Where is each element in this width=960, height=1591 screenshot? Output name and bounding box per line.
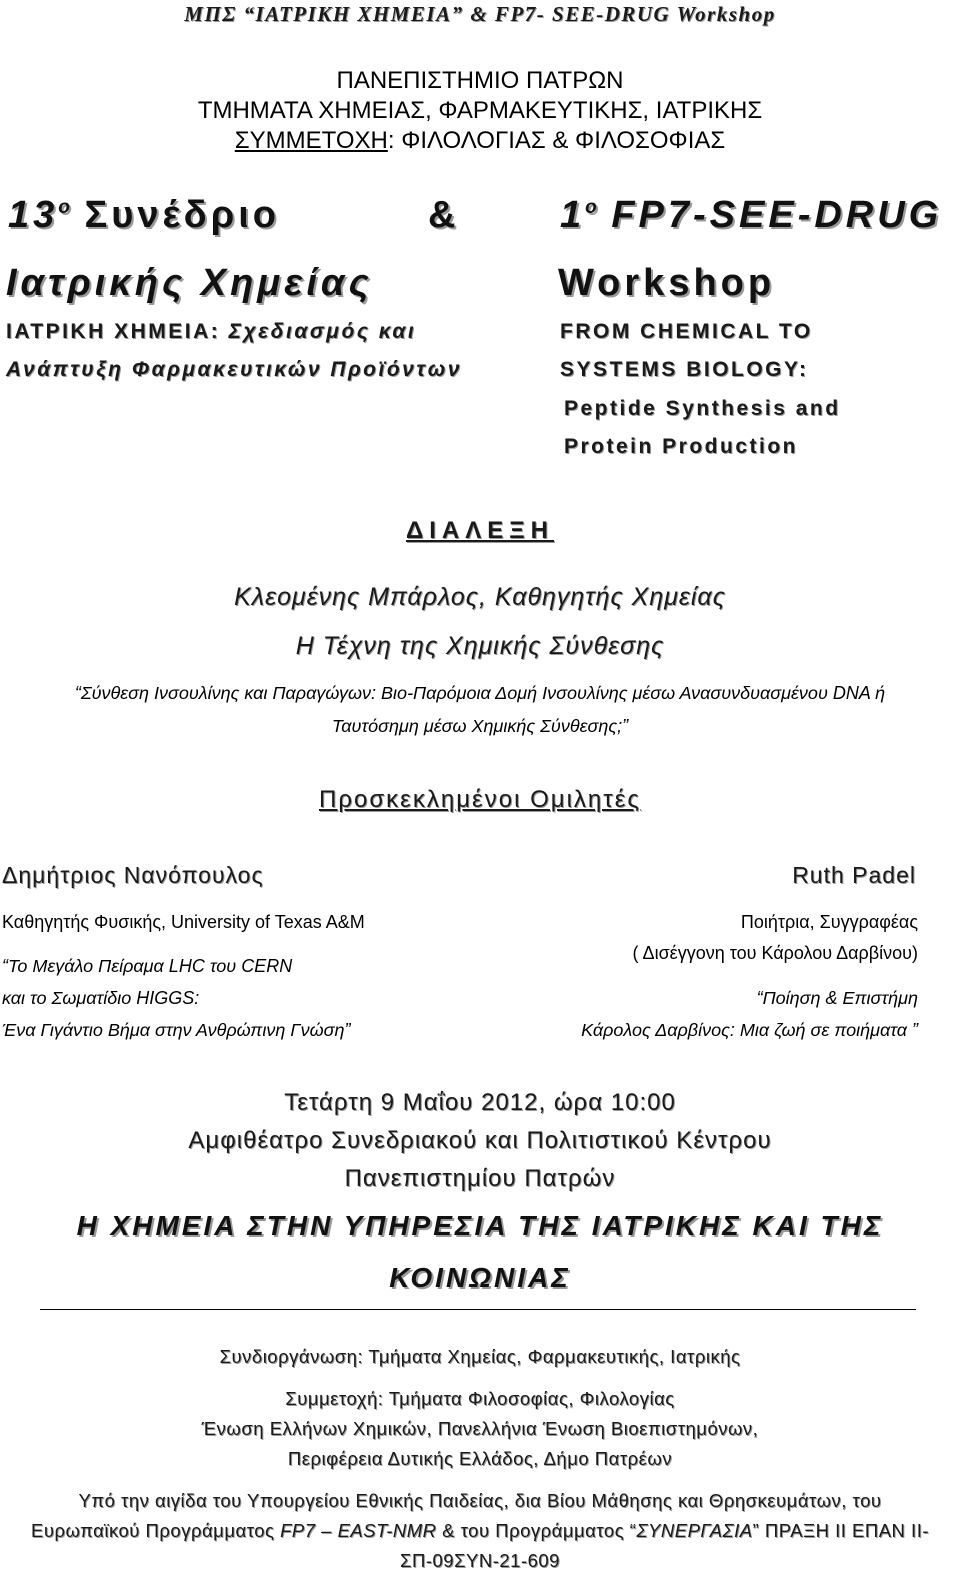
event-venue-line2: Πανεπιστημίου Πατρών — [344, 1165, 616, 1192]
footer-line3: ΣΠ-09ΣΥΝ-21-609 — [400, 1550, 560, 1571]
congress-title — [8, 194, 280, 237]
speaker-left-talk-line1: “Το Μεγάλο Πείραμα LHC του CERN — [2, 956, 293, 976]
workshop-sub2: SYSTEMS BIOLOGY: — [560, 358, 809, 381]
speaker-right-talk — [581, 982, 918, 1046]
participation-line — [0, 126, 960, 156]
speaker-left-talk-line2: και το Σωματίδιο HIGGS: — [2, 988, 200, 1008]
lecture-heading: ΔΙΑΛΕΞΗ — [405, 517, 555, 544]
footer-program-synergasia: ΣΥΝΕΡΓΑΣΙΑ — [636, 1520, 753, 1541]
speaker-left-talk-line3: Ένα Γιγάντιο Βήμα στην Ανθρώπινη Γνώση” — [2, 1020, 351, 1040]
speaker-right-role: Ποιήτρια, Συγγραφέας — [740, 912, 918, 932]
unions: Ένωση Ελλήνων Χημικών, Πανελλήνια Ένωση Βιοεπιστημόνων, — [201, 1418, 759, 1439]
congress-subject: Ιατρικής Χημείας — [6, 262, 373, 304]
speaker-left-talk — [2, 950, 351, 1046]
divider — [40, 1309, 916, 1310]
congress-theme-line2: Ανάπτυξη Φαρμακευτικών Προϊόντων — [6, 358, 462, 381]
congress-theme-italic: Σχεδιασμός και — [228, 320, 417, 343]
lecture-topic-line1: “Σύνθεση Ινσουλίνης και Παραγώγων: Βιο-Παρόμοια Δομή Ινσουλίνης μέσω Ανασυνδυασμένου DNA ή — [74, 683, 886, 703]
speaker-left-role: Καθηγητής Φυσικής, University of Texas A&M — [2, 912, 365, 932]
university-block — [0, 66, 960, 156]
workshop-title — [560, 194, 942, 237]
slogan — [0, 1200, 960, 1304]
workshop-sub1: FROM CHEMICAL TO — [560, 320, 813, 343]
ampersand: & — [428, 194, 460, 236]
lecture-topic — [0, 677, 960, 743]
workshop-sub3: Peptide Synthesis and — [564, 397, 841, 420]
workshop-sub4: Protein Production — [564, 435, 798, 458]
header-title: ΜΠΣ “ΙΑΤΡΙΚΗ ΧΗΜΕΙΑ” & FP7- SEE-DRUG Workshop — [184, 2, 776, 26]
speaker-right-talk-line2: Κάρολος Δαρβίνος: Μια ζωή σε ποιήματα ” — [581, 1020, 918, 1040]
congress-theme-label: ΙΑΤΡΙΚΗ ΧΗΜΕΙΑ: — [6, 320, 221, 343]
invited-heading: Προσκεκλημένοι Ομιλητές — [319, 786, 641, 813]
workshop-word: Workshop — [558, 262, 776, 304]
congress-word: Συνέδριο — [84, 194, 280, 236]
slogan-line1: Η ΧΗΜΕΙΑ ΣΤΗΝ ΥΠΗΡΕΣΙΑ ΤΗΣ ΙΑΤΡΙΚΗΣ ΚΑΙ ΤΗΣ — [76, 1210, 884, 1241]
university-name: ΠΑΝΕΠΙΣΤΗΜΙΟ ΠΑΤΡΩΝ — [336, 67, 624, 94]
congress-ordinal: ο — [58, 197, 70, 218]
workshop-name: FP7-SEE-DRUG — [611, 194, 943, 236]
speaker-left-name: Δημήτριος Νανόπουλος — [2, 862, 264, 888]
footer — [0, 1486, 960, 1576]
footer-program-action: ” ΠΡΑΞΗ ΙΙ ΕΠΑΝ ΙΙ- — [752, 1520, 929, 1541]
footer-program-and: & του Προγράμματος “ — [436, 1520, 637, 1541]
departments: ΤΜΗΜΑΤΑ ΧΗΜΕΙΑΣ, ΦΑΡΜΑΚΕΥΤΙΚΗΣ, ΙΑΤΡΙΚΗΣ — [197, 97, 763, 124]
speaker-right-talk-line1: “Ποίηση & Επιστήμη — [756, 988, 918, 1008]
participation-departments: : ΦΙΛΟΛΟΓΙΑΣ & ΦΙΛΟΣΟΦΙΑΣ — [387, 127, 726, 154]
event-venue-line1: Αμφιθέατρο Συνεδριακού και Πολιτιστικού Κέντρου — [188, 1127, 772, 1154]
participation: Συμμετοχή: Τμήματα Φιλοσοφίας, Φιλολογίας — [285, 1388, 675, 1409]
event-date: Τετάρτη 9 Μαΐου 2012, ώρα 10:00 — [284, 1089, 676, 1116]
speaker-right-name: Ruth Padel — [792, 862, 916, 888]
organizers-block — [0, 1384, 960, 1474]
workshop-number: 1 — [560, 194, 586, 236]
co-organization: Συνδιοργάνωση: Τμήματα Χημείας, Φαρμακευτικής, Ιατρικής — [219, 1346, 741, 1367]
footer-line1: Υπό την αιγίδα του Υπουργείου Εθνικής Παιδείας, δια Βίου Μάθησης και Θρησκευμάτων, του — [78, 1490, 882, 1511]
lecture-title: Η Τέχνη της Χημικής Σύνθεσης — [295, 632, 665, 660]
congress-theme-line1 — [6, 320, 416, 344]
footer-program-fp7: FP7 – EAST-NMR — [280, 1520, 437, 1541]
event-info — [0, 1084, 960, 1198]
lecture-topic-line2: Ταυτόσημη μέσω Χημικής Σύνθεσης;” — [331, 716, 629, 736]
participation-label: ΣΥΜΜΕΤΟΧΗ — [234, 127, 388, 154]
workshop-ordinal: ο — [585, 197, 597, 218]
regions: Περιφέρεια Δυτικής Ελλάδος, Δήμο Πατρέων — [287, 1448, 673, 1469]
congress-number: 13 — [8, 194, 59, 236]
lecture-speaker: Κλεομένης Μπάρλος, Καθηγητής Χημείας — [234, 583, 726, 611]
footer-line2 — [0, 1516, 960, 1546]
footer-program-label: Ευρωπαϊκού Προγράμματος — [31, 1520, 281, 1541]
speaker-right-relation: ( Δισέγγονη του Κάρολου Δαρβίνου) — [632, 943, 918, 963]
slogan-line2: ΚΟΙΝΩΝΙΑΣ — [389, 1262, 571, 1293]
